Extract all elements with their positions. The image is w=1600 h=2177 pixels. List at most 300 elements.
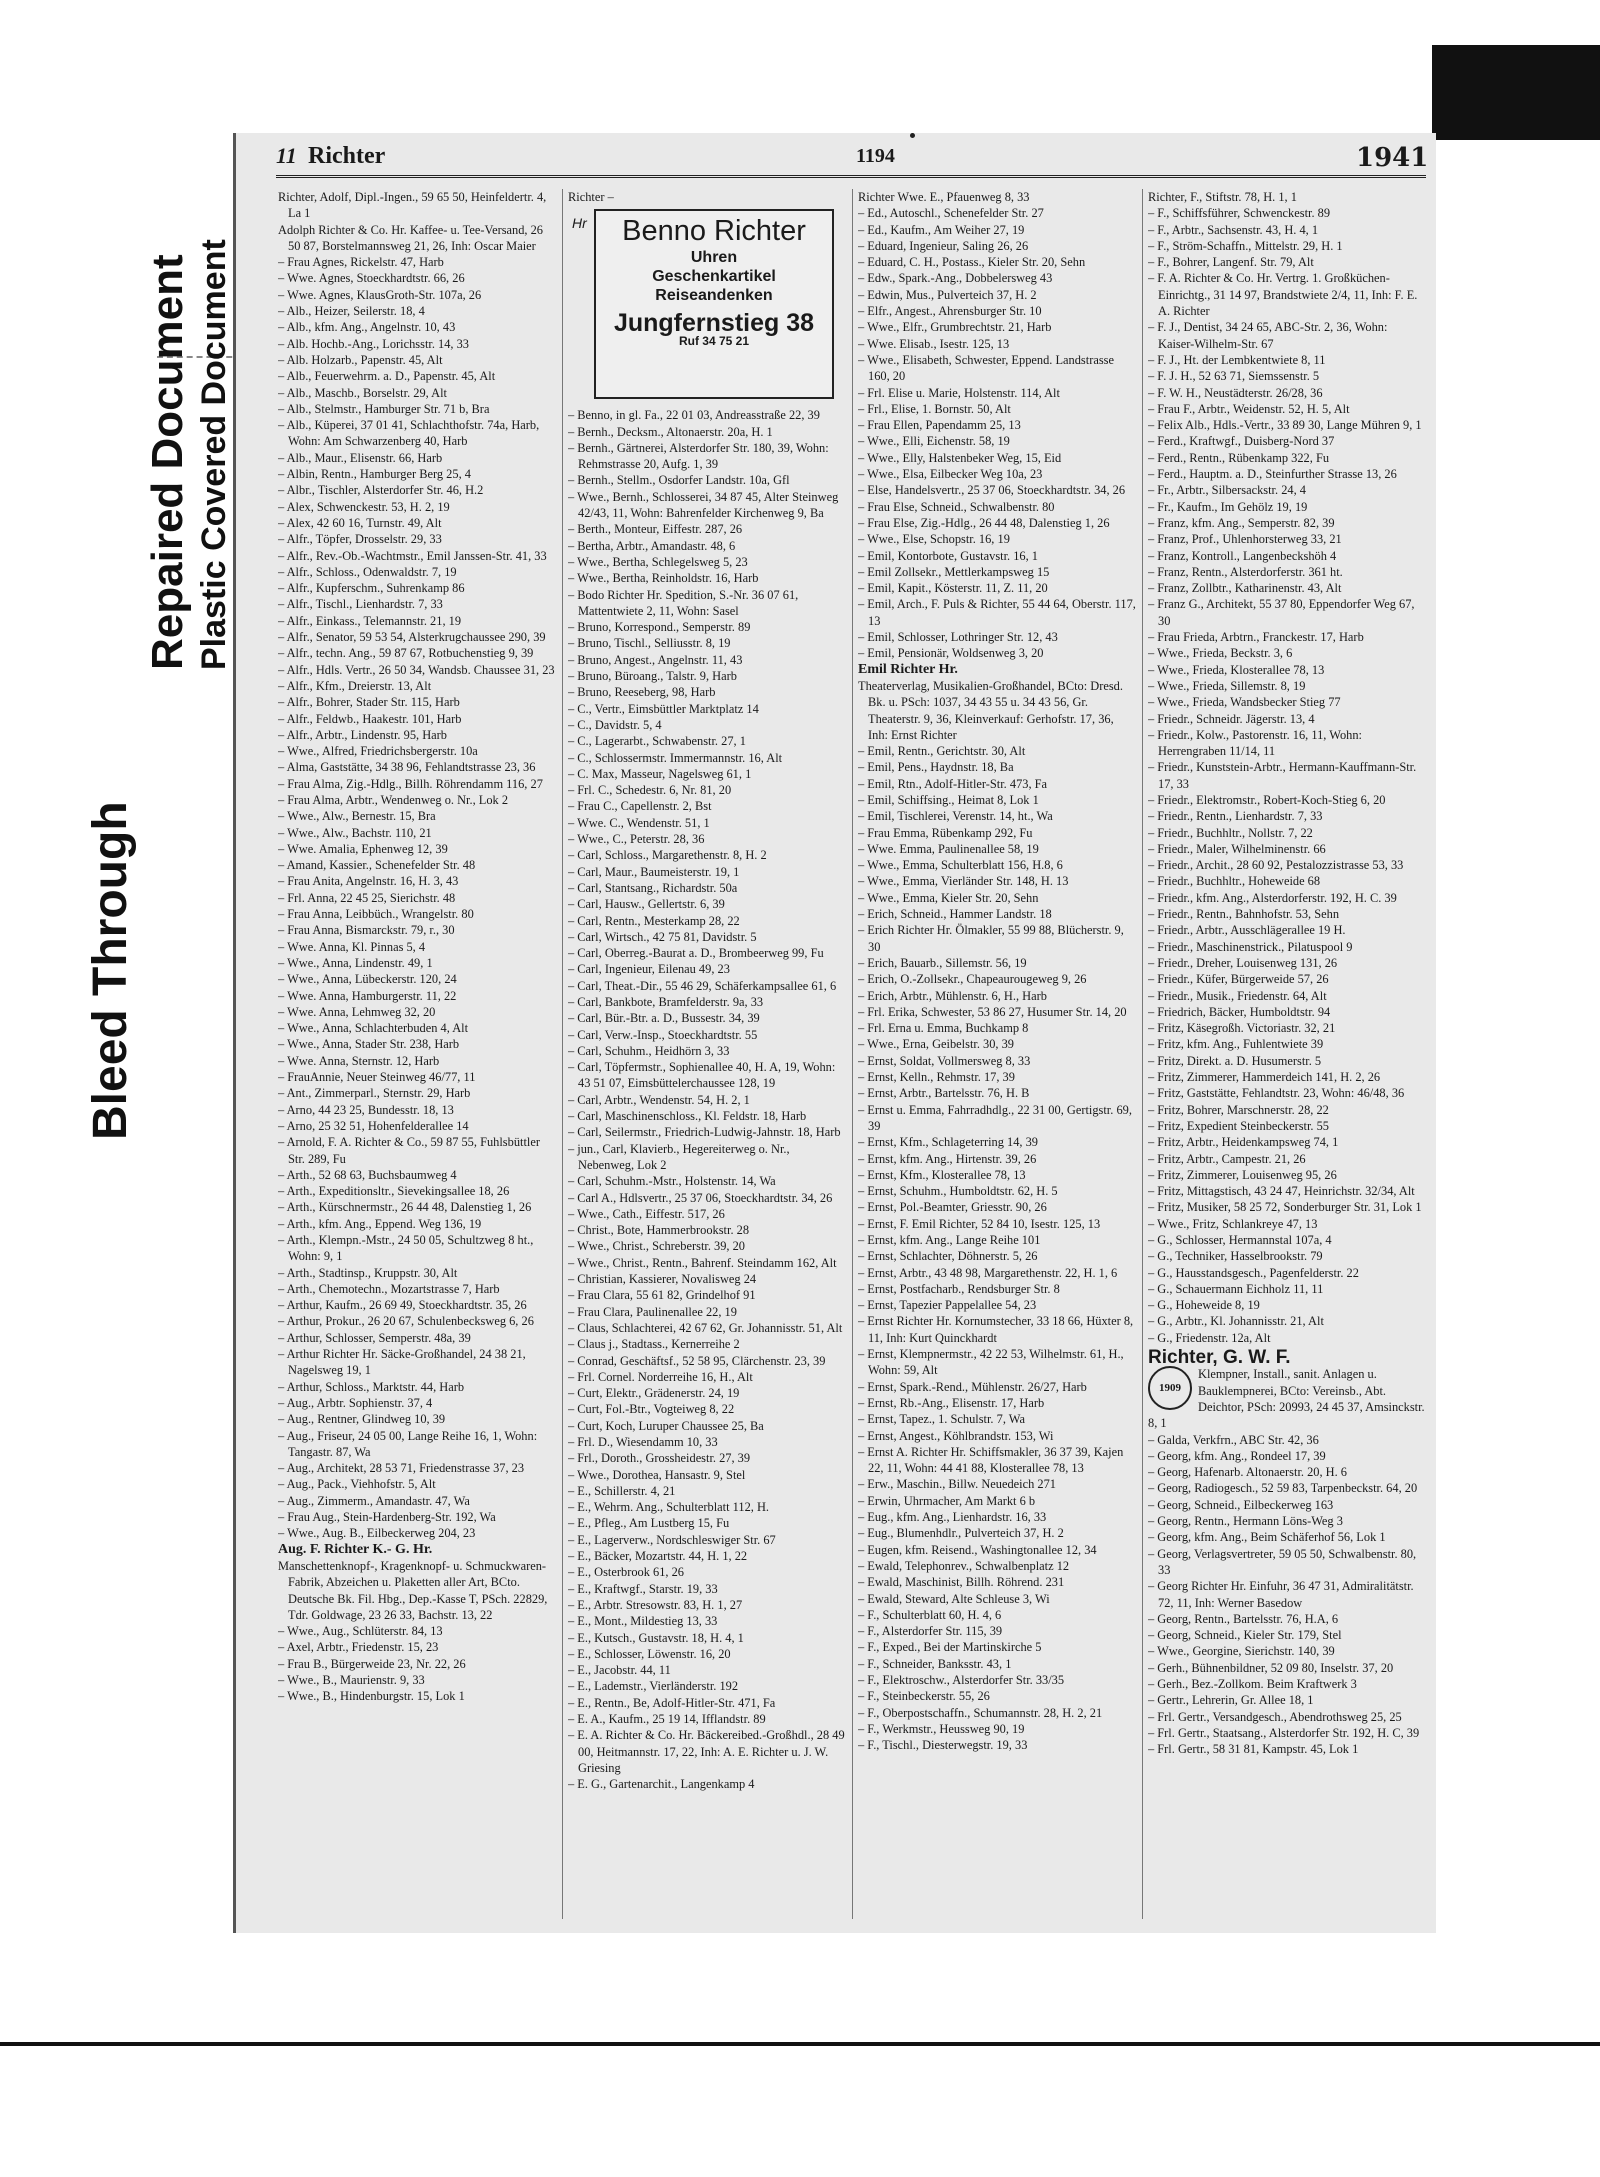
directory-entry: – Amand, Kassier., Schenefelder Str. 48 — [278, 858, 476, 873]
advertisement-box — [572, 209, 834, 399]
directory-entry: – Ernst, Arbtr., Bartelsstr. 76, H. B — [858, 1086, 1030, 1101]
directory-entry: – Frau Alma, Zig.-Hdlg., Billh. Röhrendamm 116, 27 — [278, 776, 543, 791]
directory-entry: – Georg, Rentn., Bartelsstr. 76, H.A, 6 — [1148, 1611, 1339, 1626]
directory-entry: – Frau Frieda, Arbtrn., Franckestr. 17, Harb — [1148, 630, 1364, 645]
directory-entry: – Arth., kfm. Ang., Eppend. Weg 136, 19 — [278, 1216, 482, 1231]
directory-entry: – Friedr., Buchhltr., Nollstr. 7, 22 — [1148, 825, 1313, 840]
directory-entry: – Erich, Arbtr., Mühlenstr. 6, H., Harb — [858, 988, 1047, 1003]
directory-entry: – Curt, Elektr., Grädenerstr. 24, 19 — [568, 1386, 740, 1401]
directory-entry: – Frau Anna, Leibbüch., Wrangelstr. 80 — [278, 907, 474, 922]
directory-entry: – Franz, Zollbtr., Katharinenstr. 43, Alt — [1148, 581, 1342, 596]
directory-entry: – Carl A., Hdlsvertr., 25 37 06, Stoeckhardtstr. 34, 26 — [568, 1190, 833, 1205]
directory-entry: – Arthur, Schloss., Marktstr. 44, Harb — [278, 1379, 465, 1394]
ad-street: Jungfernstieg 38 — [613, 308, 815, 337]
directory-entry: – G., Techniker, Hasselbrookstr. 79 — [1148, 1249, 1323, 1264]
directory-entry: – Erwin, Uhrmacher, Am Markt 6 b — [858, 1493, 1036, 1508]
directory-entry: – Claus, Schlachterei, 42 67 62, Gr. Johannisstr. 51, Alt — [568, 1320, 843, 1335]
directory-entry: – Wwe., Elsa, Eilbecker Weg 10a, 23 — [858, 467, 1043, 482]
directory-entry: – Ernst, Tapez., 1. Schulstr. 7, Wa — [858, 1412, 1025, 1427]
directory-entry: – Friedr., Maler, Wilhelminenstr. 66 — [1148, 841, 1326, 856]
directory-entry: – Ernst, Postfacharb., Rendsburger Str. 8 — [858, 1281, 1060, 1296]
directory-entry: – Ewald, Telephonrev., Schwalbenplatz 12 — [858, 1558, 1070, 1573]
directory-entry: – Frau Clara, 55 61 82, Grindelhof 91 — [568, 1288, 756, 1303]
label-bleed-through: Bleed Through — [84, 801, 137, 1140]
big-entry-text: Klempner, Install., sanit. Anlagen u. Bauklempnerei, BCto: Vereinsb., Abt. Deichtor, PSch: 20993, 24 45 37, Amsinckstr. 8, 1 — [1148, 1367, 1425, 1431]
directory-entry: – Ferd., Rentn., Rübenkamp 322, Fu — [1148, 450, 1330, 465]
directory-entry: – Else, Handelsvertr., 25 37 06, Stoeckhardtstr. 34, 26 — [858, 483, 1126, 498]
directory-entry: – Emil, Tischlerei, Verenstr. 14, ht., Wa — [858, 809, 1053, 824]
bold-entry: Aug. F. Richter K.- G. Hr. — [278, 1541, 433, 1557]
section-number: 11 — [276, 143, 297, 168]
directory-entry: – E. A. Richter & Co. Hr. Bäckereibed.-Großhdl., 28 49 00, Heitmannstr. 17, 22, Inh: A. E. Richter u. J. W. Griesing — [568, 1728, 845, 1775]
directory-entry: – Eduard, C. H., Postass., Kieler Str. 20, Sehn — [858, 255, 1086, 270]
directory-entry: – Alfr., Schloss., Odenwaldstr. 7, 19 — [278, 564, 457, 579]
directory-entry: – F., Arbtr., Sachsenstr. 43, H. 4, 1 — [1148, 222, 1319, 237]
directory-entry: – C. Max, Masseur, Nagelsweg 61, 1 — [568, 766, 752, 781]
directory-entry: – F., Alsterdorfer Str. 115, 39 — [858, 1624, 1003, 1639]
directory-entry: – Alma, Gaststätte, 34 38 96, Fehlandtstrasse 23, 36 — [278, 760, 536, 775]
column-rule — [1142, 189, 1143, 1919]
ad-line: Reiseandenken — [655, 286, 773, 304]
directory-entry: – F. A. Richter & Co. Hr. Vertrg. 1. Großküchen-Einrichtg., 31 14 97, Brandstwiete 2/4, 11, Inh: F. E. A. Richter — [1148, 271, 1418, 319]
directory-entry: – Bruno, Büroang., Talstr. 9, Harb — [568, 669, 737, 684]
directory-entry: – Alex, Schwenckestr. 53, H. 2, 19 — [278, 499, 450, 514]
directory-entry: – Carl, Rentn., Mesterkamp 28, 22 — [568, 913, 740, 928]
entry-list — [858, 743, 1136, 1753]
directory-entry: – Wwe., Anna, Lindenstr. 49, 1 — [278, 955, 433, 970]
directory-entry: – Wwe., Frieda, Klosterallee 78, 13 — [1148, 662, 1325, 677]
directory-entry: – Erich, Bauarb., Sillemstr. 56, 19 — [858, 955, 1027, 970]
directory-entry: – Arth., Stadtinsp., Kruppstr. 30, Alt — [278, 1265, 458, 1280]
directory-entry: – Berth., Monteur, Eiffestr. 287, 26 — [568, 522, 743, 537]
directory-entry: – F., Oberpostschaffn., Schumannstr. 28, H. 2, 21 — [858, 1705, 1103, 1720]
directory-entry: – Arno, 44 23 25, Bundesstr. 18, 13 — [278, 1102, 454, 1117]
directory-entry: – Ernst, Kfm., Klosterallee 78, 13 — [858, 1167, 1026, 1182]
directory-entry: – Frau Emma, Rübenkamp 292, Fu — [858, 825, 1033, 840]
directory-entry: – Wwe., Alfred, Friedrichsbergerstr. 10a — [278, 744, 478, 759]
directory-entry: – Eug., kfm. Ang., Lienhardstr. 16, 33 — [858, 1510, 1047, 1525]
directory-entry: – Wwe., Else, Schopstr. 16, 19 — [858, 532, 1010, 547]
directory-entry: – Emil Zollsekr., Mettlerkampsweg 15 — [858, 564, 1050, 579]
directory-entry: – Wwe., Emma, Vierländer Str. 148, H. 13 — [858, 874, 1069, 889]
directory-entry: – Wwe., Anna, Lübeckerstr. 120, 24 — [278, 972, 457, 987]
directory-entry: – Alfr., Kupferschm., Suhrenkamp 86 — [278, 581, 465, 596]
directory-entry: – Edwin, Mus., Pulverteich 37, H. 2 — [858, 287, 1037, 302]
directory-entry: – Ernst, Rb.-Ang., Elisenstr. 17, Harb — [858, 1395, 1045, 1410]
directory-entry: – Claus j., Stadtass., Kernerreihe 2 — [568, 1337, 740, 1352]
directory-entry: – Wwe., Aug. B., Eilbeckerweg 204, 23 — [278, 1526, 476, 1541]
directory-entry: – Wwe. Agnes, KlausGroth-Str. 107a, 26 — [278, 287, 482, 302]
directory-entry: – Ernst, Kfm., Schlageterring 14, 39 — [858, 1135, 1038, 1150]
directory-entry: – Wwe., Bernh., Schlosserei, 34 87 45, Alter Steinweg 42/43, 11, Wohn: Bahrenfelder Kirchenweg 9, Ba — [568, 489, 839, 521]
directory-entry: – Alfr., Feldwb., Haakestr. 101, Harb — [278, 711, 462, 726]
directory-entry: – Ernst, Schlachter, Döhnerstr. 5, 26 — [858, 1249, 1038, 1264]
directory-entry: – Alfr., Senator, 59 53 54, Alsterkrugchaussee 290, 39 — [278, 630, 546, 645]
directory-entry: – Carl, Oberreg.-Baurat a. D., Brombeerweg 99, Fu — [568, 946, 824, 961]
directory-entry: – Ernst, Schuhm., Humboldtstr. 62, H. 5 — [858, 1184, 1058, 1199]
directory-entry: – Friedr., Schneidr. Jägerstr. 13, 4 — [1148, 711, 1315, 726]
directory-entry: – Aug., Arbtr. Sophienstr. 37, 4 — [278, 1395, 433, 1410]
directory-entry: – Alb., kfm. Ang., Angelnstr. 10, 43 — [278, 320, 456, 335]
entry-list — [858, 189, 1136, 662]
directory-entry: – Carl, Seilermstr., Friedrich-Ludwig-Jahnstr. 18, Harb — [568, 1125, 841, 1140]
directory-entry: – Gerh., Bühnenbildner, 52 09 80, Inselstr. 37, 20 — [1148, 1660, 1394, 1675]
directory-entry: – Alex, 42 60 16, Turnstr. 49, Alt — [278, 515, 442, 530]
directory-entry: – Frl. C., Schedestr. 6, Nr. 81, 20 — [568, 783, 732, 798]
directory-entry: – F., Tischl., Diesterwegstr. 19, 33 — [858, 1738, 1028, 1753]
directory-entry: – Georg, Schneid., Kieler Str. 179, Stel — [1148, 1628, 1342, 1643]
directory-entry: – Friedr., Küfer, Bürgerweide 57, 26 — [1148, 972, 1329, 987]
directory-entry: – Fritz, Mittagstisch, 43 24 47, Heinrichstr. 32/34, Alt — [1148, 1184, 1415, 1199]
directory-entry: – Wwe., B., Maurienstr. 9, 33 — [278, 1673, 425, 1688]
directory-entry: – Wwe., Frieda, Beckstr. 3, 6 — [1148, 646, 1293, 661]
directory-entry: – Wwe., Alw., Bernestr. 15, Bra — [278, 809, 436, 824]
directory-entry: – Bertha, Arbtr., Amandastr. 48, 6 — [568, 538, 736, 553]
directory-entry: – C., Lagerarbt., Schwabenstr. 27, 1 — [568, 734, 746, 749]
directory-entry: – Georg, Schneid., Eilbeckerweg 163 — [1148, 1497, 1334, 1512]
directory-entry: – Frl. Cornel. Norderreihe 16, H., Alt — [568, 1369, 753, 1384]
column-4 — [1148, 189, 1426, 1925]
directory-entry: – Frl. Gertr., Staatsang., Alsterdorfer Str. 192, H. C, 39 — [1148, 1725, 1420, 1740]
entry-list — [278, 189, 556, 1542]
directory-entry: – Alb., Feuerwehrm. a. D., Papenstr. 45, Alt — [278, 369, 496, 384]
directory-entry: – Carl, Verw.-Insp., Stoeckhardtstr. 55 — [568, 1027, 758, 1042]
directory-entry: – Ferd., Hauptm. a. D., Steinfurther Strasse 13, 26 — [1148, 467, 1397, 482]
directory-entry: – Carl, Ingenieur, Eilenau 49, 23 — [568, 962, 730, 977]
directory-entry: – Georg, Radiogesch., 52 59 83, Tarpenbeckstr. 64, 20 — [1148, 1481, 1418, 1496]
directory-entry: – Frl. Gertr., 58 31 81, Kampstr. 45, Lok 1 — [1148, 1742, 1359, 1757]
directory-entry: – Fritz, Zimmerer, Louisenweg 95, 26 — [1148, 1167, 1337, 1182]
directory-entry: – Christ., Bote, Hammerbrookstr. 28 — [568, 1223, 750, 1238]
directory-entry: – Carl, Stantsang., Richardstr. 50a — [568, 880, 738, 895]
side-labels — [75, 180, 235, 1140]
directory-entry: – Wwe., Anna, Schlachterbuden 4, Alt — [278, 1021, 469, 1036]
directory-entry: – C., Schlossermstr. Immermannstr. 16, Alt — [568, 750, 783, 765]
directory-entry: – Bodo Richter Hr. Spedition, S.-Nr. 36 07 61, Mattentwiete 2, 11, Wohn: Sasel — [568, 587, 799, 618]
directory-entry: – Fritz, Bohrer, Marschnerstr. 28, 22 — [1148, 1102, 1329, 1117]
directory-entry: – F., Schiffsführer, Schwenckestr. 89 — [1148, 206, 1331, 221]
ad-mark: Hr — [572, 215, 587, 232]
directory-entry: – Carl, Arbtr., Wendenstr. 54, H. 2, 1 — [568, 1092, 750, 1107]
directory-entry: – Alb., Maschb., Borselstr. 29, Alt — [278, 385, 447, 400]
directory-entry: – Ernst, Pol.-Beamter, Griesstr. 90, 26 — [858, 1200, 1047, 1215]
directory-entry: – Wwe. Agnes, Stoeckhardtstr. 66, 26 — [278, 271, 465, 286]
scanner-edge-block — [1432, 45, 1600, 140]
directory-entry: – F., Steinbeckerstr. 55, 26 — [858, 1689, 990, 1704]
directory-entry: – Frau Aug., Stein-Hardenberg-Str. 192, Wa — [278, 1510, 496, 1525]
directory-entry: – Carl, Maur., Baumeisterstr. 19, 1 — [568, 864, 740, 879]
directory-entry: – Bernh., Decksm., Altonaerstr. 20a, H. 1 — [568, 424, 773, 439]
directory-entry: – Alfr., Tischl., Lienhardstr. 7, 33 — [278, 597, 443, 612]
entry-list — [568, 407, 846, 1792]
directory-entry: – Arth., Chemotechn., Mozartstrasse 7, Harb — [278, 1281, 500, 1296]
directory-entry: – Arthur, Prokur., 26 20 67, Schulenbecksweg 6, 26 — [278, 1314, 534, 1329]
directory-entry: – G., Schlosser, Hermannstal 107a, 4 — [1148, 1233, 1332, 1247]
directory-entry: – Frau Anna, Bismarckstr. 79, r., 30 — [278, 923, 455, 938]
directory-entry: – Wwe., Christ., Schreberstr. 39, 20 — [568, 1239, 746, 1254]
directory-entry: – Wwe., Frieda, Sillemstr. 8, 19 — [1148, 678, 1306, 693]
directory-entry: – G., Schauermann Eichholz 11, 11 — [1148, 1281, 1324, 1296]
directory-entry: Richter, Adolf, Dipl.-Ingen., 59 65 50, Heinfeldertr. 4, La 1 — [278, 190, 547, 221]
directory-entry: – Alfr., Hdls. Vertr., 26 50 34, Wandsb. Chaussee 31, 23 — [278, 662, 555, 677]
directory-entry: – Axel, Arbtr., Friedenstr. 15, 23 — [278, 1640, 439, 1655]
directory-entry: – Eduard, Ingenieur, Saling 26, 26 — [858, 238, 1029, 253]
ad-name: Benno Richter — [622, 215, 806, 248]
directory-entry: – Emil, Schiffsing., Heimat 8, Lok 1 — [858, 792, 1039, 807]
directory-entry: – F. J. H., 52 63 71, Siemssenstr. 5 — [1148, 369, 1320, 384]
directory-entry: – Friedr., Kolw., Pastorenstr. 16, 11, Wohn: Herrengraben 11/14, 11 — [1148, 727, 1362, 759]
directory-entry: – Frau C., Capellenstr. 2, Bst — [568, 799, 712, 814]
directory-entry: – E., Bäcker, Mozartstr. 44, H. 1, 22 — [568, 1549, 748, 1564]
directory-entry: – Alb., Maur., Elisenstr. 66, Harb — [278, 450, 443, 465]
directory-entry: – Alfr., Einkass., Telemannstr. 21, 19 — [278, 613, 462, 628]
directory-entry: – Erich, Schneid., Hammer Landstr. 18 — [858, 907, 1052, 922]
directory-entry: – Wwe. Anna, Lehmweg 32, 20 — [278, 1004, 436, 1019]
directory-entry: – Ernst, Klempnermstr., 42 22 53, Wilhelmstr. 61, H., Wohn: 59, Alt — [858, 1347, 1124, 1378]
directory-entry: – Erich, O.-Zollsekr., Chapeaurougeweg 9, 26 — [858, 972, 1087, 987]
directory-entry: – F. W. H., Neustädterstr. 26/28, 36 — [1148, 385, 1323, 400]
directory-entry: – Georg Richter Hr. Einfuhr, 36 47 31, Admiralitätstr. 72, 11, Inh: Werner Basedow — [1148, 1579, 1414, 1610]
directory-entry: – E., Kutsch., Gustavstr. 18, H. 4, 1 — [568, 1630, 744, 1645]
directory-entry: – Wwe., Erna, Geibelstr. 30, 39 — [858, 1037, 1014, 1052]
directory-entry: – Bruno, Angest., Angelnstr. 11, 43 — [568, 652, 743, 667]
directory-entry: Richter – — [568, 190, 614, 204]
ad-phone: Ruf 34 75 21 — [678, 333, 750, 348]
directory-entry: – Wwe., Elfr., Grumbrechtstr. 21, Harb — [858, 320, 1052, 335]
directory-entry: – Wwe., Aug., Schlüterstr. 84, 13 — [278, 1624, 443, 1639]
directory-entry: – Wwe., Anna, Stader Str. 238, Harb — [278, 1037, 460, 1052]
directory-entry: – Frau Else, Schneid., Schwalbenstr. 80 — [858, 499, 1055, 514]
running-head-name: Richter — [308, 143, 386, 169]
directory-entry: – Wwe., Bertha, Schlegelsweg 5, 23 — [568, 554, 748, 569]
bold-entry: Emil Richter Hr. — [858, 661, 958, 677]
directory-entry: – Wwe., Elisabeth, Schwester, Eppend. Landstrasse 160, 20 — [858, 352, 1114, 384]
directory-entry: – Felix Alb., Hdls.-Vertr., 33 89 30, Lange Mühren 9, 1 — [1148, 418, 1422, 433]
directory-entry: – Edw., Spark.-Ang., Dobbelersweg 43 — [858, 271, 1053, 286]
directory-entry: – Georg, Verlagsvertreter, 59 05 50, Schwalbenstr. 80, 33 — [1148, 1546, 1417, 1577]
directory-entry: – Fritz, Gaststätte, Fehlandtstr. 23, Wohn: 46/48, 36 — [1148, 1086, 1405, 1101]
directory-entry: – Bruno, Tischl., Selliusstr. 8, 19 — [568, 636, 731, 651]
directory-entry: – Arnold, F. A. Richter & Co., 59 87 55, Fuhlsbüttler Str. 289, Fu — [278, 1135, 540, 1166]
directory-entry: – Curt, Fol.-Btr., Vogteiweg 8, 22 — [568, 1402, 735, 1417]
ink-dot — [910, 133, 915, 138]
directory-entry: – Alfr., Arbtr., Lindenstr. 95, Harb — [278, 727, 447, 742]
directory-entry: – Arth., 52 68 63, Buchsbaumweg 4 — [278, 1167, 457, 1182]
directory-entry: – Wwe., Alw., Bachstr. 110, 21 — [278, 825, 432, 840]
directory-entry: – E., Schlosser, Löwenstr. 16, 20 — [568, 1646, 731, 1661]
directory-entry: – Wwe., Fritz, Schlankreye 47, 13 — [1148, 1216, 1318, 1231]
directory-entry: – Alfr., Kfm., Dreierstr. 13, Alt — [278, 678, 432, 693]
directory-entry: – Franz G., Architekt, 55 37 80, Eppendorfer Weg 67, 30 — [1148, 597, 1415, 628]
directory-entry: – Fritz, Arbtr., Campestr. 21, 26 — [1148, 1151, 1306, 1166]
directory-entry: – Wwe., Bertha, Reinholdstr. 16, Harb — [568, 571, 759, 586]
directory-entry: – Gertr., Lehrerin, Gr. Allee 18, 1 — [1148, 1693, 1314, 1708]
directory-entry: – Christian, Kassierer, Novalisweg 24 — [568, 1272, 757, 1287]
directory-entry: – Albr., Tischler, Alsterdorfer Str. 46, H.2 — [278, 483, 484, 498]
directory-entry: – C., Davidstr. 5, 4 — [568, 717, 662, 732]
directory-entry: – G., Hausstandsgesch., Pagenfelderstr. 22 — [1148, 1265, 1359, 1280]
directory-entry: – Carl, Hausw., Gellertstr. 6, 39 — [568, 897, 725, 912]
directory-entry: – Wwe. Anna, Hamburgerstr. 11, 22 — [278, 988, 457, 1003]
page-number: 1194 — [856, 145, 895, 167]
directory-entry: – Carl, Töpfermstr., Sophienallee 40, H. A, 19, Wohn: 43 51 07, Eimsbüttelerchaussee 128, 19 — [568, 1060, 836, 1091]
ad-line: Uhren — [690, 248, 738, 266]
directory-entry: – Ed., Autoschl., Schenefelder Str. 27 — [858, 206, 1044, 221]
directory-entry: – Wwe., Frieda, Wandsbecker Stieg 77 — [1148, 695, 1341, 710]
directory-entry: – Curt, Koch, Luruper Chaussee 25, Ba — [568, 1418, 764, 1433]
page-year: 1941 — [1356, 143, 1429, 173]
directory-entry: – Frau Clara, Paulinenallee 22, 19 — [568, 1304, 737, 1319]
directory-entry: – Carl, Bankbote, Bramfelderstr. 9a, 33 — [568, 994, 764, 1009]
bold-entry-detail: Theaterverlag, Musikalien-Großhandel, BCto: Dresd. Bk. u. PSch: 1037, 34 43 55 u. 34 43 56, Gr. Theaterstr. 9, 36, Kleinverkauf: Gerhofstr. 17, 36, Inh: Ernst Richter — [858, 678, 1123, 742]
directory-entry: – Frl. Anna, 22 45 25, Sierichstr. 48 — [278, 890, 456, 905]
directory-entry: – Carl, Theat.-Dir., 55 46 29, Schäferkampsallee 61, 6 — [568, 978, 837, 993]
directory-entry: – Friedr., Musik., Friedenstr. 64, Alt — [1148, 988, 1327, 1003]
year-stamp: 1909 — [1148, 1366, 1192, 1410]
directory-entry: – Fritz, Käsegroßh. Victoriastr. 32, 21 — [1148, 1021, 1336, 1036]
directory-entry: – E. A., Kaufm., 25 19 14, Ifflandstr. 89 — [568, 1712, 766, 1727]
directory-entry: – Georg, kfm. Ang., Rondeel 17, 39 — [1148, 1448, 1326, 1463]
entry-list — [568, 189, 846, 205]
directory-entry: – F., Bohrer, Langenf. Str. 79, Alt — [1148, 255, 1314, 270]
page-header — [276, 141, 1429, 178]
directory-entry: – Georg, Rentn., Hermann Löns-Weg 3 — [1148, 1514, 1343, 1529]
entry-list — [1148, 1432, 1426, 1758]
directory-entry: – Ernst, Tapezier Pappelallee 54, 23 — [858, 1298, 1037, 1313]
directory-entry: – Wwe. Anna, Kl. Pinnas 5, 4 — [278, 939, 426, 954]
directory-entry: – Alfr., Töpfer, Drosselstr. 29, 33 — [278, 532, 442, 547]
directory-entry: – E., Mont., Mildestieg 13, 33 — [568, 1614, 718, 1629]
directory-entry: – Emil, Schlosser, Lothringer Str. 12, 43 — [858, 630, 1058, 645]
directory-entry: – Frau F., Arbtr., Weidenstr. 52, H. 5, Alt — [1148, 401, 1350, 416]
directory-entry: – Arthur Richter Hr. Säcke-Großhandel, 24 38 21, Nagelsweg 19, 1 — [278, 1347, 526, 1378]
directory-entry: – Friedr., Buchhltr., Hoheweide 68 — [1148, 874, 1321, 889]
label-plastic-covered-document: Plastic Covered Document — [195, 239, 233, 670]
directory-entry: – Wwe. Anna, Sternstr. 12, Harb — [278, 1053, 440, 1068]
directory-entry: – Carl, Schuhm., Heidhörn 3, 33 — [568, 1043, 730, 1058]
directory-entry: – E., Osterbrook 61, 26 — [568, 1565, 684, 1580]
directory-entry: – Fritz, Musiker, 58 25 72, Sonderburger Str. 31, Lok 1 — [1148, 1200, 1422, 1215]
directory-entry: – Alfr., Bohrer, Stader Str. 115, Harb — [278, 695, 460, 710]
column-rule — [562, 189, 563, 1919]
directory-entry: Richter Wwe. E., Pfauenweg 8, 33 — [858, 190, 1030, 204]
directory-entry: – Friedr., Rentn., Bahnhofstr. 53, Sehn — [1148, 907, 1340, 922]
directory-entry: – E. G., Gartenarchit., Langenkamp 4 — [568, 1777, 755, 1792]
directory-entry: – Wwe., Emma, Kieler Str. 20, Sehn — [858, 890, 1039, 905]
directory-entry: – jun., Carl, Klavierb., Hegereiterweg o. Nr., Nebenweg, Lok 2 — [568, 1141, 790, 1172]
directory-entry: – E., Schillerstr. 4, 21 — [568, 1483, 676, 1498]
directory-entry: – Conrad, Geschäftsf., 52 58 95, Clärchenstr. 23, 39 — [568, 1353, 826, 1368]
entry-list — [278, 1623, 556, 1704]
directory-entry: – Ernst, kfm. Ang., Hirtenstr. 39, 26 — [858, 1151, 1037, 1166]
directory-entry: – Alb. Hochb.-Ang., Lorichsstr. 14, 33 — [278, 336, 470, 351]
directory-entry: – Wwe., C., Peterstr. 28, 36 — [568, 832, 705, 847]
column-3 — [858, 189, 1136, 1925]
directory-entry: – Alb., Küperei, 37 01 41, Schlachthofstr. 74a, Harb, Wohn: Am Schwarzenberg 40, Harb — [278, 418, 540, 449]
directory-entry: – Benno, in gl. Fa., 22 01 03, Andreasstraße 22, 39 — [568, 408, 820, 423]
directory-entry: – Aug., Rentner, Glindweg 10, 39 — [278, 1412, 446, 1427]
directory-entry: – Bruno, Reeseberg, 98, Harb — [568, 685, 716, 700]
directory-entry: – F., Schulterblatt 60, H. 4, 6 — [858, 1607, 1002, 1622]
directory-entry: – Ernst, Angest., Köhlbrandstr. 153, Wi — [858, 1428, 1054, 1443]
directory-entry: – E., Arbtr. Stresowstr. 83, H. 1, 27 — [568, 1597, 743, 1612]
directory-entry: – E., Rentn., Be, Adolf-Hitler-Str. 471, Fa — [568, 1695, 776, 1710]
directory-entry: – Friedr., Archit., 28 60 92, Pestalozzistrasse 53, 33 — [1148, 858, 1404, 873]
columns — [278, 189, 1430, 1925]
directory-entry: – Ant., Zimmerparl., Sternstr. 29, Harb — [278, 1086, 471, 1101]
scan-bottom-margin — [0, 2042, 1600, 2177]
directory-entry: – C., Vertr., Eimsbüttler Marktplatz 14 — [568, 701, 759, 716]
directory-entry: – E., Pfleg., Am Lustberg 15, Fu — [568, 1516, 730, 1531]
directory-entry: – Ernst u. Emma, Fahrradhdlg., 22 31 00, Gertigstr. 69, 39 — [858, 1102, 1132, 1133]
directory-entry: – Frl. Erika, Schwester, 53 86 27, Husumer Str. 14, 20 — [858, 1004, 1127, 1019]
directory-entry: – Bruno, Korrespond., Semperstr. 89 — [568, 620, 751, 635]
directory-entry: – Frl., Elise, 1. Bornstr. 50, Alt — [858, 401, 1011, 416]
directory-entry: – Fritz, Arbtr., Heidenkampsweg 74, 1 — [1148, 1135, 1339, 1150]
directory-entry: – Wwe., Cath., Eiffestr. 517, 26 — [568, 1206, 725, 1221]
directory-entry: – Frau Ellen, Papendamm 25, 13 — [858, 418, 1021, 433]
directory-entry: – Wwe. C., Wendenstr. 51, 1 — [568, 815, 710, 830]
directory-entry: – Alb. Holzarb., Papenstr. 45, Alt — [278, 352, 443, 367]
directory-entry: – Arthur, Schlosser, Semperstr. 48a, 39 — [278, 1330, 471, 1345]
directory-entry: – F., Elektroschw., Alsterdorfer Str. 33/35 — [858, 1673, 1065, 1688]
directory-entry: – E., Wehrm. Ang., Schulterblatt 112, H. — [568, 1500, 770, 1515]
directory-entry: – Wwe. Amalia, Ephenweg 12, 39 — [278, 841, 448, 856]
directory-entry: – G., Arbtr., Kl. Johannisstr. 21, Alt — [1148, 1314, 1324, 1329]
column-2 — [568, 189, 846, 1925]
directory-entry: – Friedr., Rentn., Lienhardstr. 7, 33 — [1148, 809, 1323, 824]
directory-entry: – Wwe., Emma, Schulterblatt 156, H.8, 6 — [858, 858, 1063, 873]
directory-entry: – Alfr., Rev.-Ob.-Wachtmstr., Emil Janssen-Str. 41, 33 — [278, 548, 547, 563]
directory-entry: – Albin, Rentn., Hamburger Berg 25, 4 — [278, 467, 471, 482]
directory-entry: – F. J., Dentist, 34 24 65, ABC-Str. 2, 36, Wohn: Kaiser-Wilhelm-Str. 67 — [1148, 320, 1388, 351]
directory-entry: – Georg, kfm. Ang., Beim Schäferhof 56, Lok 1 — [1148, 1530, 1386, 1545]
directory-entry: – Emil, Rtn., Adolf-Hitler-Str. 473, Fa — [858, 776, 1048, 791]
directory-entry: – F. J., Ht. der Lembkentwiete 8, 11 — [1148, 352, 1326, 367]
directory-entry: – F., Ström-Schaffn., Mittelstr. 29, H. 1 — [1148, 238, 1343, 253]
directory-entry: – E., Lagerverw., Nordschleswiger Str. 67 — [568, 1532, 776, 1547]
directory-entry: – Friedr., Elektromstr., Robert-Koch-Stieg 6, 20 — [1148, 792, 1386, 807]
directory-entry: – Galda, Verkfrn., ABC Str. 42, 36 — [1148, 1432, 1319, 1447]
directory-entry: – Ernst A. Richter Hr. Schiffsmakler, 36 37 39, Kajen 22, 11, Wohn: 44 41 88, Klosterallee 78, 13 — [858, 1444, 1124, 1476]
directory-entry: – Eug., Blumenhdlr., Pulverteich 37, H. 2 — [858, 1526, 1064, 1541]
directory-entry: – Friedr., Kunststein-Arbtr., Hermann-Kauffmann-Str. 17, 33 — [1148, 760, 1417, 791]
directory-entry: – Aug., Architekt, 28 53 71, Friedenstrasse 37, 23 — [278, 1461, 525, 1476]
directory-entry: – Ewald, Steward, Alte Schleuse 3, Wi — [858, 1591, 1050, 1606]
directory-entry: – Frl. Gertr., Versandgesch., Abendrothsweg 25, 25 — [1148, 1709, 1402, 1724]
directory-entry: – Gerh., Bez.-Zollkom. Beim Kraftwerk 3 — [1148, 1677, 1357, 1692]
directory-entry: – Frl. D., Wiesendamm 10, 33 — [568, 1435, 718, 1449]
directory-entry: Adolph Richter & Co. Hr. Kaffee- u. Tee-Versand, 26 50 87, Borstelmannsweg 21, 26, Inh: Oscar Maier — [278, 222, 544, 253]
directory-entry: – Emil, Rentn., Gerichtstr. 30, Alt — [858, 744, 1026, 759]
directory-entry: – Fritz, Direkt. a. D. Husumerstr. 5 — [1148, 1053, 1322, 1068]
directory-entry: – Ernst, Kelln., Rehmstr. 17, 39 — [858, 1070, 1015, 1085]
directory-entry: – Ewald, Maschinist, Billh. Röhrend. 231 — [858, 1575, 1065, 1590]
directory-entry: – Wwe., Georgine, Sierichstr. 140, 39 — [1148, 1644, 1335, 1659]
directory-entry: – Emil, Arch., F. Puls & Richter, 55 44 64, Oberstr. 117, 13 — [858, 597, 1136, 628]
directory-entry: – Emil, Pensionär, Woldsenweg 3, 20 — [858, 646, 1044, 661]
directory-entry: – Arno, 25 32 51, Hohenfelderallee 14 — [278, 1118, 469, 1133]
directory-entry: – Fritz, kfm. Ang., Fuhlentwiete 39 — [1148, 1037, 1324, 1052]
directory-entry: – Frau Alma, Arbtr., Wendenweg o. Nr., Lok 2 — [278, 792, 509, 807]
directory-entry: – Fr., Kaufm., Im Gehölz 19, 19 — [1148, 499, 1308, 514]
directory-entry: – Elfr., Angest., Ahrensburger Str. 10 — [858, 304, 1042, 319]
directory-entry: – Franz, Kontroll., Langenbeckshöh 4 — [1148, 548, 1337, 563]
directory-entry: – Ernst, Soldat, Vollmersweg 8, 33 — [858, 1053, 1031, 1068]
directory-entry: – E., Jacobstr. 44, 11 — [568, 1663, 671, 1678]
directory-entry: – Emil, Kapit., Kösterstr. 11, Z. 11, 20 — [858, 581, 1048, 596]
directory-entry: – Arthur, Kaufm., 26 69 49, Stoeckhardtstr. 35, 26 — [278, 1298, 527, 1313]
